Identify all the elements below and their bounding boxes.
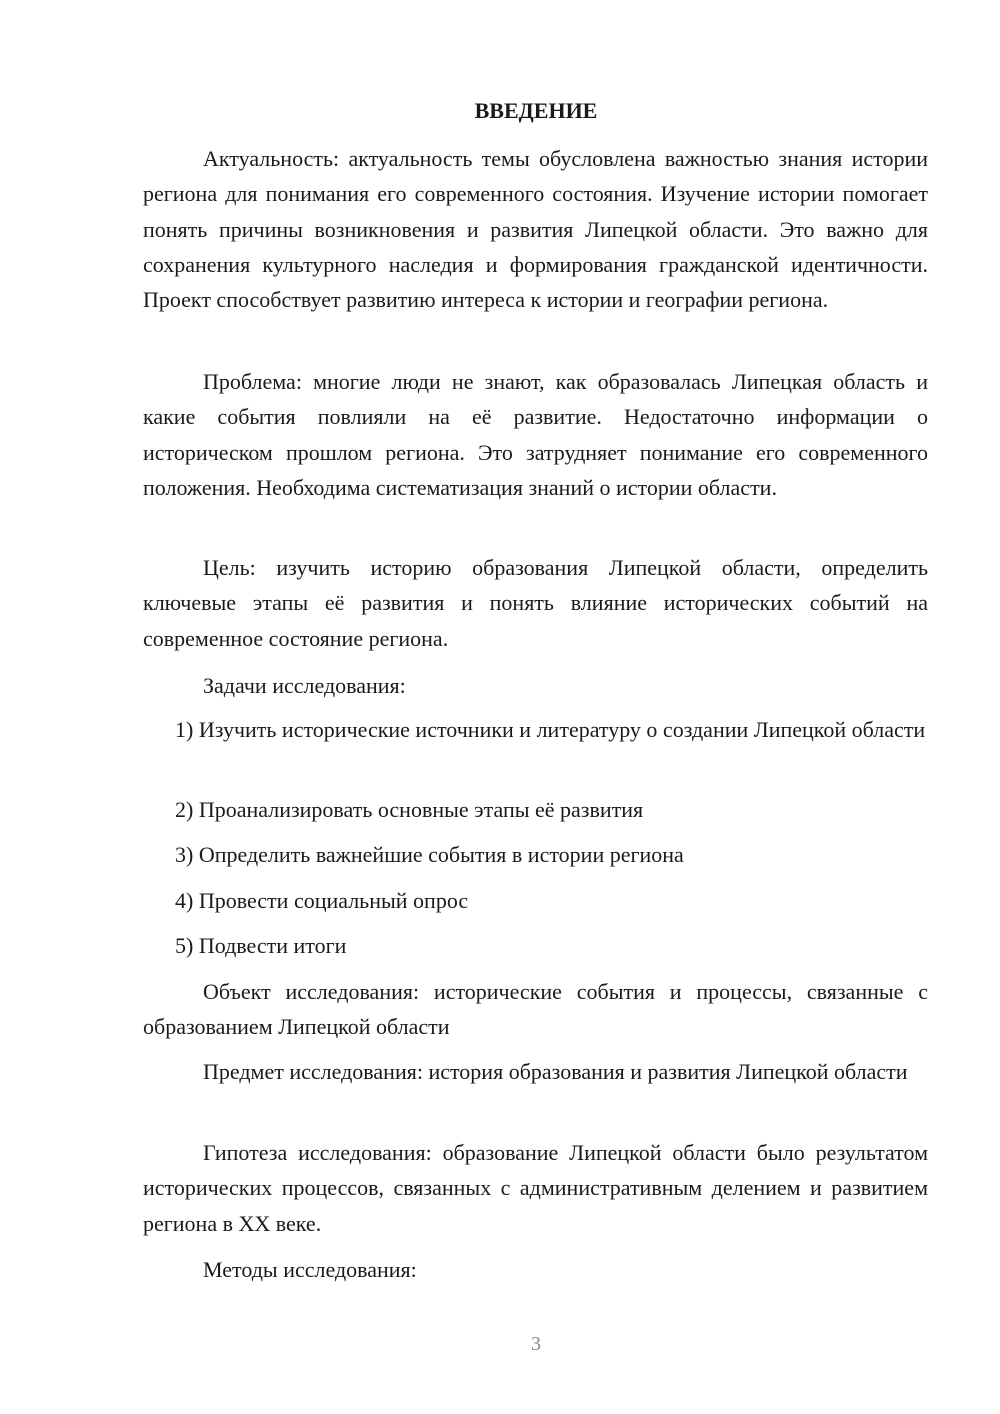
task-item-4: 4) Провести социальный опрос	[175, 888, 469, 913]
task-item-2: 2) Проанализировать основные этапы её развития	[175, 797, 644, 822]
page-title: ВВЕДЕНИЕ	[474, 98, 598, 123]
task-item-5: 5) Подвести итоги	[175, 933, 347, 958]
problem-paragraph: Проблема: многие люди не знают, как образовалась Липецкая область и какие события повлияли на её развитие. Недостаточно информации о историческом прошлом региона. Это затрудняет понимание его современного положения. Необходима систематизация знаний о истории области.	[143, 369, 928, 500]
task-item-1: 1) Изучить исторические источники и литературу о создании Липецкой области	[175, 717, 926, 742]
tasks-heading: Задачи исследования:	[203, 673, 406, 698]
methods-heading: Методы исследования:	[203, 1257, 417, 1282]
subject-paragraph: Предмет исследования: история образования и развития Липецкой области	[203, 1059, 908, 1084]
goal-paragraph: Цель: изучить историю образования Липецкой области, определить ключевые этапы её развития и понять влияние исторических событий на современное состояние региона.	[143, 555, 928, 651]
page-number: 3	[531, 1333, 541, 1355]
task-item-3: 3) Определить важнейшие события в истории региона	[175, 842, 684, 867]
relevance-paragraph: Актуальность: актуальность темы обусловлена важностью знания истории региона для понимания его современного состояния. Изучение истории помогает понять причины возникновения и развития Липецкой области. Это важно для сохранения культурного наследия и формирования гражданской идентичности. Проект способствует развитию интереса к истории и географии региона.	[143, 146, 928, 313]
hypothesis-paragraph: Гипотеза исследования: образование Липецкой области было результатом исторических процессов, связанных с административным делением и развитием региона в XX веке.	[143, 1140, 928, 1236]
object-paragraph: Объект исследования: исторические события и процессы, связанные с образованием Липецкой области	[143, 979, 928, 1040]
